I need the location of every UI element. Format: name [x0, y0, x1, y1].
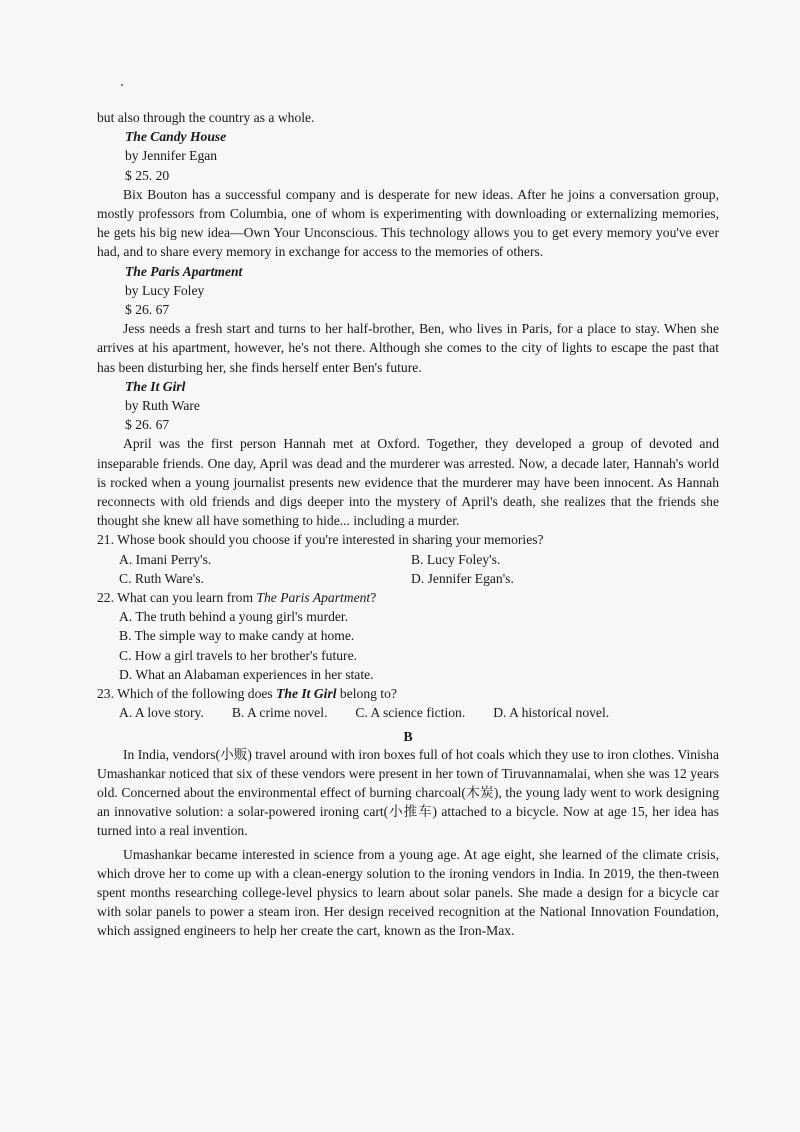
book-title: The It Girl: [125, 378, 186, 394]
book-author: by Lucy Foley: [125, 282, 205, 298]
option-c: C. A science fiction.: [355, 705, 466, 721]
stem-book-title: The It Girl: [276, 686, 337, 702]
book-price: $ 26. 67: [125, 302, 170, 318]
question-22: [97, 588, 719, 684]
option-b: B. The simple way to make candy at home.: [119, 628, 355, 644]
book-price: $ 26. 67: [125, 417, 170, 433]
question-stem: [97, 530, 719, 549]
option-b: B. A crime novel.: [231, 705, 328, 721]
question-23: [97, 684, 719, 722]
options-row: [97, 703, 719, 722]
book-title: The Paris Apartment: [125, 263, 243, 279]
intro-tail: but also through the country as a whole.: [97, 110, 315, 125]
book-entry: [97, 377, 719, 531]
book-entry: [97, 127, 719, 261]
option-b: B. Lucy Foley's.: [411, 551, 501, 567]
scan-speck: [121, 84, 123, 86]
option-a: A. The truth behind a young girl's murder.: [119, 609, 349, 625]
book-summary: Jess needs a fresh start and turns to her half-brother, Ben, who lives in Paris, for a place to stay. When she arrives at his apartment, however, he's not there. Although she comes to the city of lights to escape the past that has been disturbing her, she finds herself enter Ben's future.: [97, 321, 719, 375]
stem-suffix: ?: [370, 590, 377, 606]
option-c: C. Ruth Ware's.: [119, 570, 204, 586]
question-stem: [97, 684, 719, 703]
book-price: $ 25. 20: [125, 167, 170, 183]
option-d: D. A historical novel.: [493, 705, 610, 721]
book-author: by Ruth Ware: [125, 398, 200, 414]
question-21: [97, 530, 719, 588]
option-d: D. Jennifer Egan's.: [411, 570, 514, 586]
option-a: A. Imani Perry's.: [119, 551, 212, 567]
book-summary: April was the first person Hannah met at Oxford. Together, they developed a group of devoted and inseparable friends. One day, April was dead and the murderer was arrested. Now, a decade later, Hannah's world is rocked when a young journalist presents new evidence that the murderer may have been innocent. As Hannah reconnects with old friends and digs deeper into the mystery of April's death, she realizes that the friends she thought she knew all have something to hide... including a murder.: [97, 436, 719, 529]
option-c: C. How a girl travels to her brother's future.: [119, 647, 358, 663]
option-a: A. A love story.: [119, 705, 204, 721]
stem-book-title: The Paris Apartment: [256, 590, 371, 606]
stem-text: 21. Whose book should you choose if you're interested in sharing your memories?: [97, 532, 544, 548]
stem-suffix: belong to?: [336, 686, 397, 702]
passage-column: [97, 108, 719, 941]
book-entry: [97, 262, 719, 377]
option-d: D. What an Alabaman experiences in her state.: [119, 666, 374, 682]
book-author: by Jennifer Egan: [125, 148, 218, 164]
options-grid: [97, 550, 719, 588]
stem-text: 23. Which of the following does: [97, 686, 277, 702]
passage-paragraph: Umashankar became interested in science from a young age. At age eight, she learned of the climate crisis, which drove her to come up with a clean-energy solution to the ironing vendors in India. In 2019, the then-tween spent months researching college-level physics to learn about solar panels. She made a design for a bicycle car with solar panels to power a steam iron. Her design received recognition at the National Innovation Foundation, which assigned engineers to help her create the cart, known as the Iron-Max.: [97, 846, 719, 939]
section-b: [97, 729, 719, 941]
stem-text: 22. What can you learn from: [97, 590, 257, 606]
book-title: The Candy House: [125, 129, 227, 145]
section-label: B: [403, 728, 413, 744]
book-summary: Bix Bouton has a successful company and is desperate for new ideas. After he joins a conversation group, mostly professors from Columbia, one of whom is experimenting with downloading or externalizing memories, he gets his big new idea—Own Your Unconscious. This technology allows you to get every memory you've ever had, and to share every memory in exchange for access to the memories of others.: [97, 186, 719, 260]
passage-paragraph: In India, vendors(小贩) travel around with iron boxes full of hot coals which they use to iron clothes. Vinisha Umashankar noticed that six of these vendors were present in her town of Tiruvannamalai, when she was 12 years old. Concerned about the environmental effect of burning charcoal(木炭), the young lady went to work designing an innovative solution: a solar-powered ironing cart(小推车) attached to a bicycle. Now at age 15, her idea has turned into a real invention.: [97, 746, 719, 839]
question-stem: [97, 588, 719, 607]
